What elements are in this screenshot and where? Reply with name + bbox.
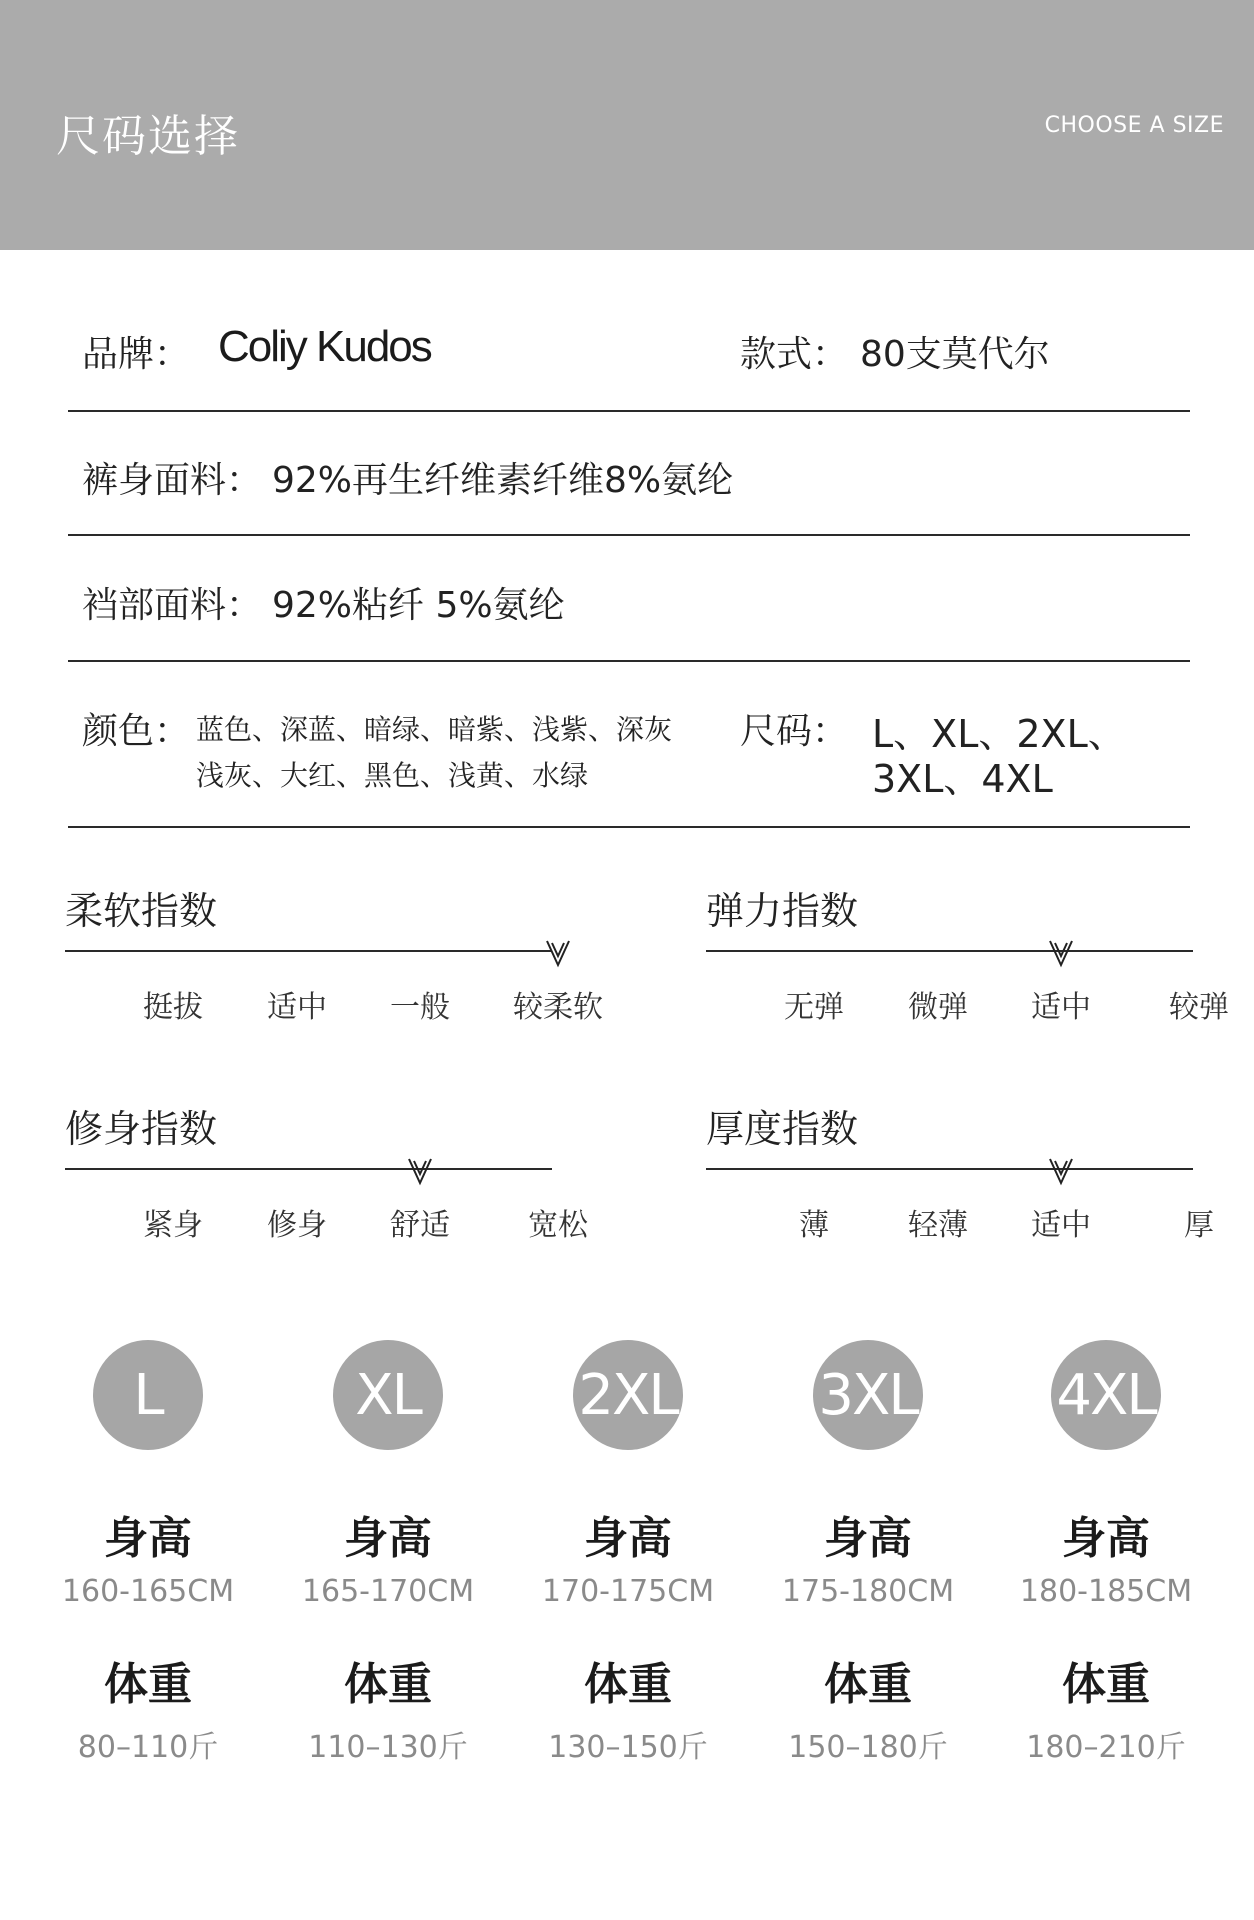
index-tick-label: 厚 bbox=[1184, 1208, 1214, 1243]
index-tick-label: 紧身 bbox=[143, 1208, 203, 1243]
index-title: 柔软指数 bbox=[65, 889, 218, 933]
height-label: 身高 bbox=[344, 1513, 432, 1564]
height-range: 180-185CM bbox=[1019, 1574, 1193, 1609]
crotch-fabric-value: 92%粘纤 5%氨纶 bbox=[272, 585, 565, 626]
weight-label: 体重 bbox=[824, 1659, 912, 1710]
size-badge: 2XL bbox=[573, 1340, 683, 1450]
weight-label: 体重 bbox=[344, 1659, 432, 1710]
body-fabric-label: 裤身面料： bbox=[82, 460, 263, 501]
height-label: 身高 bbox=[584, 1513, 672, 1564]
height-range: 160-165CM bbox=[61, 1574, 235, 1609]
divider bbox=[68, 826, 1190, 828]
index-tick-label: 适中 bbox=[1031, 1208, 1091, 1243]
size-badge: L bbox=[93, 1340, 203, 1450]
weight-range: 150–180斤 bbox=[788, 1730, 948, 1765]
body-fabric-value: 92%再生纤维素纤维8%氨纶 bbox=[272, 460, 734, 501]
index-marker-icon bbox=[407, 1156, 433, 1186]
index-tick-label: 适中 bbox=[1031, 990, 1091, 1025]
height-label: 身高 bbox=[1062, 1513, 1150, 1564]
divider bbox=[68, 534, 1190, 536]
index-marker-icon bbox=[545, 938, 571, 968]
index-title: 修身指数 bbox=[65, 1107, 218, 1151]
index-tick-label: 较弹 bbox=[1169, 990, 1229, 1025]
index-tick-label: 舒适 bbox=[390, 1208, 450, 1243]
weight-label: 体重 bbox=[1062, 1659, 1150, 1710]
brand-label: 品牌： bbox=[82, 334, 191, 375]
index-scale-line bbox=[65, 1168, 552, 1170]
weight-range: 80–110斤 bbox=[77, 1730, 219, 1765]
index-title: 弹力指数 bbox=[706, 889, 859, 933]
index-tick-label: 薄 bbox=[799, 1208, 829, 1243]
index-tick-label: 无弹 bbox=[784, 990, 844, 1025]
index-marker-icon bbox=[1048, 938, 1074, 968]
size-badge: XL bbox=[333, 1340, 443, 1450]
size-badge: 3XL bbox=[813, 1340, 923, 1450]
divider bbox=[68, 660, 1190, 662]
height-range: 165-170CM bbox=[301, 1574, 475, 1609]
color-label: 颜色： bbox=[82, 711, 191, 752]
height-label: 身高 bbox=[824, 1513, 912, 1564]
height-range: 170-175CM bbox=[541, 1574, 715, 1609]
index-tick-label: 修身 bbox=[267, 1208, 327, 1243]
weight-label: 体重 bbox=[584, 1659, 672, 1710]
height-label: 身高 bbox=[104, 1513, 192, 1564]
index-tick-label: 挺拔 bbox=[143, 990, 203, 1025]
height-range: 175-180CM bbox=[781, 1574, 955, 1609]
index-title: 厚度指数 bbox=[706, 1107, 859, 1151]
style-label: 款式： bbox=[740, 334, 849, 375]
index-tick-label: 轻薄 bbox=[908, 1208, 968, 1243]
index-tick-label: 适中 bbox=[267, 990, 327, 1025]
index-tick-label: 宽松 bbox=[528, 1208, 588, 1243]
size-label: 尺码： bbox=[740, 711, 849, 752]
divider bbox=[68, 410, 1190, 412]
weight-range: 180–210斤 bbox=[1026, 1730, 1186, 1765]
index-marker-icon bbox=[1048, 1156, 1074, 1186]
color-list-line2: 浅灰、大红、黑色、浅黄、水绿 bbox=[196, 759, 589, 792]
brand-name: Coliy Kudos bbox=[218, 322, 431, 371]
page-title: 尺码选择 bbox=[56, 111, 240, 162]
index-tick-label: 一般 bbox=[390, 990, 450, 1025]
page-subtitle: CHOOSE A SIZE bbox=[1044, 113, 1224, 138]
index-scale-line bbox=[706, 950, 1193, 952]
size-badge: 4XL bbox=[1051, 1340, 1161, 1450]
index-tick-label: 较柔软 bbox=[513, 990, 603, 1025]
index-scale-line bbox=[65, 950, 552, 952]
size-list-line1: L、XL、2XL、 bbox=[872, 712, 1126, 756]
index-tick-label: 微弹 bbox=[908, 990, 968, 1025]
index-scale-line bbox=[706, 1168, 1193, 1170]
weight-label: 体重 bbox=[104, 1659, 192, 1710]
style-value: 80支莫代尔 bbox=[860, 334, 1050, 375]
weight-range: 130–150斤 bbox=[548, 1730, 708, 1765]
size-list-line2: 3XL、4XL bbox=[872, 757, 1053, 801]
color-list-line1: 蓝色、深蓝、暗绿、暗紫、浅紫、深灰 bbox=[196, 713, 673, 746]
weight-range: 110–130斤 bbox=[308, 1730, 468, 1765]
crotch-fabric-label: 裆部面料： bbox=[82, 585, 263, 626]
